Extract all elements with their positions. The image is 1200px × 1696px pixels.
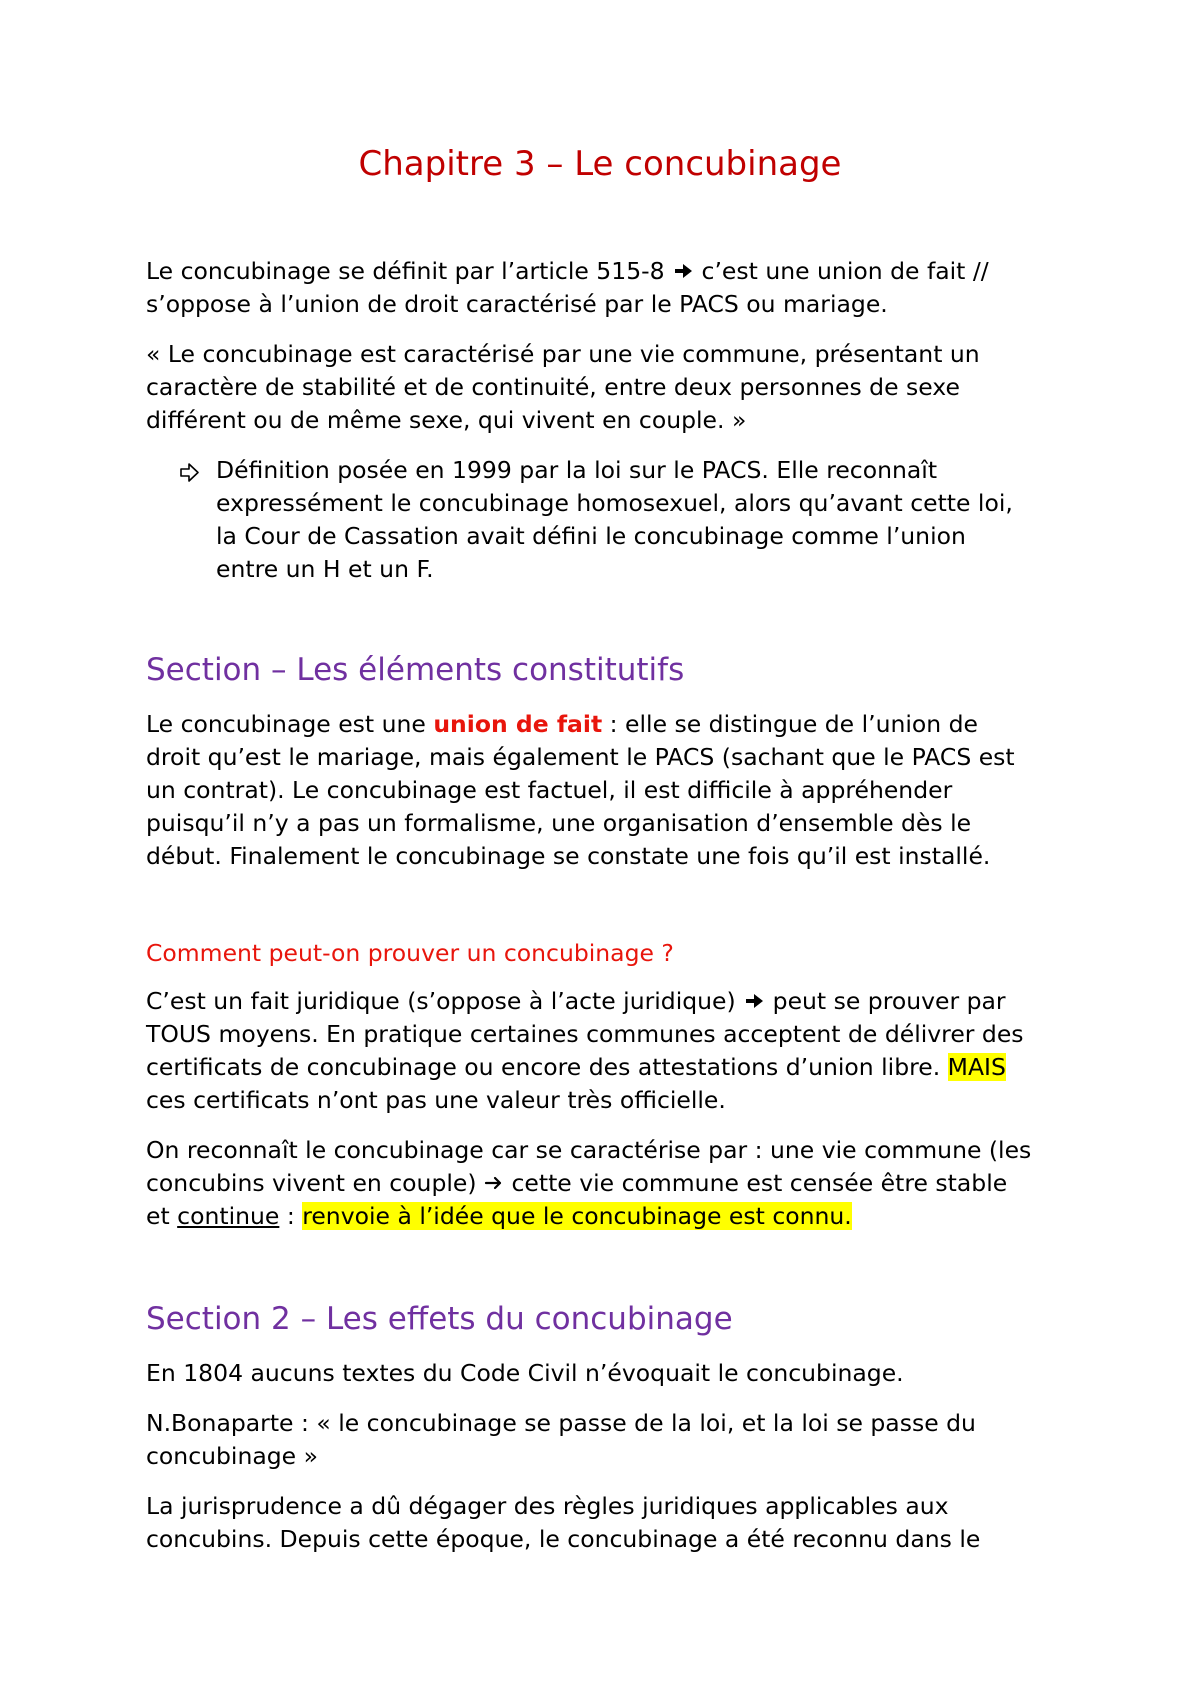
section2-paragraph-line: La jurisprudence a dû dégager des règles juridiques applicables aux bbox=[146, 1492, 949, 1520]
highlighted-text: renvoie à l’idée que le concubinage est connu. bbox=[302, 1202, 852, 1230]
bold-arrow-icon bbox=[672, 261, 694, 281]
section1-paragraph-line: droit qu’est le mariage, mais également le PACS (sachant que le PACS est bbox=[146, 743, 1015, 771]
text-run: Le concubinage se définit par l’article 515-8 bbox=[146, 257, 665, 285]
proof-paragraph-line: TOUS moyens. En pratique certaines communes acceptent de délivrer des bbox=[146, 1020, 1024, 1048]
section-heading: Section 2 – Les effets du concubinage bbox=[146, 1301, 733, 1337]
section1-paragraph-line: puisqu’il n’y a pas un formalisme, une organisation d’ensemble dès le bbox=[146, 809, 972, 837]
bullet-line: expressément le concubinage homosexuel, alors qu’avant cette loi, bbox=[216, 489, 1013, 517]
text-run: : bbox=[279, 1202, 303, 1230]
text-run: peut se prouver par bbox=[772, 987, 1006, 1015]
bonaparte-quote-line: concubinage » bbox=[146, 1442, 318, 1470]
quote-line: « Le concubinage est caractérisé par une vie commune, présentant un bbox=[146, 340, 980, 368]
chapter-title: Chapitre 3 – Le concubinage bbox=[358, 144, 842, 184]
intro-paragraph-line bbox=[146, 255, 1086, 288]
emphasis-text: union de fait bbox=[433, 710, 603, 738]
bullet-line: Définition posée en 1999 par la loi sur le PACS. Elle reconnaît bbox=[216, 456, 938, 484]
proof-paragraph-line bbox=[146, 1051, 1086, 1084]
text-run: cette vie commune est censée être stable bbox=[511, 1169, 1008, 1197]
text-run: : elle se distingue de l’union de bbox=[602, 710, 979, 738]
section-heading: Section – Les éléments constitutifs bbox=[146, 652, 685, 688]
section1-paragraph-line: début. Finalement le concubinage se constate une fois qu’il est installé. bbox=[146, 842, 991, 870]
section2-paragraph-line: concubins. Depuis cette époque, le concubinage a été reconnu dans le bbox=[146, 1525, 981, 1553]
text-run: certificats de concubinage ou encore des attestations d’union libre. bbox=[146, 1053, 948, 1081]
proof-paragraph-line: ces certificats n’ont pas une valeur très officielle. bbox=[146, 1086, 726, 1114]
section1-paragraph-line: un contrat). Le concubinage est factuel, il est difficile à appréhender bbox=[146, 776, 953, 804]
question-heading: Comment peut-on prouver un concubinage ? bbox=[146, 939, 674, 967]
text-run: et bbox=[146, 1202, 178, 1230]
recognition-paragraph-line bbox=[146, 1200, 1086, 1233]
recognition-paragraph-line bbox=[146, 1167, 1086, 1200]
hollow-arrow-icon bbox=[178, 456, 202, 489]
recognition-paragraph-line: On reconnaît le concubinage car se caractérise par : une vie commune (les bbox=[146, 1136, 1032, 1164]
proof-paragraph-line bbox=[146, 985, 1086, 1018]
text-run: concubins vivent en couple) bbox=[146, 1169, 477, 1197]
text-run: Le concubinage est une bbox=[146, 710, 434, 738]
section2-paragraph-line: En 1804 aucuns textes du Code Civil n’évoquait le concubinage. bbox=[146, 1359, 904, 1387]
bullet-line: la Cour de Cassation avait défini le concubinage comme l’union bbox=[216, 522, 966, 550]
quote-line: différent ou de même sexe, qui vivent en couple. » bbox=[146, 406, 747, 434]
thin-arrow-icon bbox=[484, 1173, 504, 1193]
underlined-text: continue bbox=[177, 1202, 280, 1230]
quote-line: caractère de stabilité et de continuité, entre deux personnes de sexe bbox=[146, 373, 960, 401]
section1-paragraph-line bbox=[146, 708, 1086, 741]
highlighted-text: MAIS bbox=[947, 1053, 1006, 1081]
text-run: c’est une union de fait // bbox=[701, 257, 989, 285]
text-run: C’est un fait juridique (s’oppose à l’acte juridique) bbox=[146, 987, 736, 1015]
bold-arrow-icon bbox=[743, 991, 765, 1011]
intro-paragraph-line: s’oppose à l’union de droit caractérisé par le PACS ou mariage. bbox=[146, 290, 888, 318]
bullet-line: entre un H et un F. bbox=[216, 555, 434, 583]
bonaparte-quote-line: N.Bonaparte : « le concubinage se passe de la loi, et la loi se passe du bbox=[146, 1409, 976, 1437]
